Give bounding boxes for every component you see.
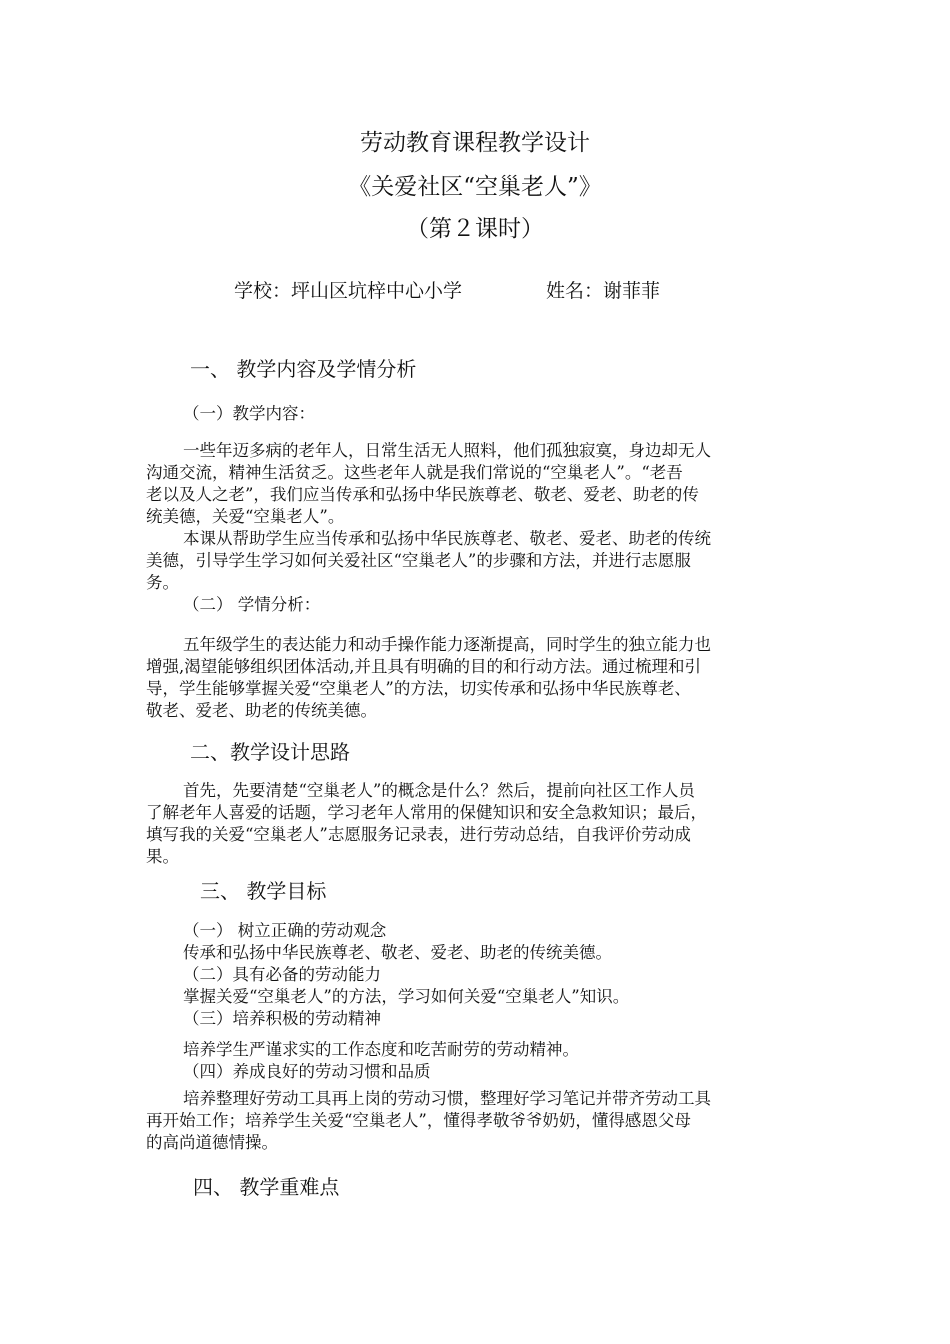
section-1-heading: 一、 教学内容及学情分析 <box>190 357 417 381</box>
paragraph-line: 一些年迈多病的老年人，日常生活无人照料，他们孤独寂寞，身边却无人 <box>183 441 711 460</box>
paragraph-line: 了解老年人喜爱的话题，学习老年人常用的保健知识和安全急救知识；最后， <box>146 803 707 822</box>
lesson-period: （第２课时） <box>406 216 544 242</box>
goal-4-heading: （四）养成良好的劳动习惯和品质 <box>183 1062 431 1081</box>
goal-3-body: 培养学生严谨求实的工作态度和吃苦耐劳的劳动精神。 <box>183 1040 579 1059</box>
paragraph-line: 老以及人之老”，我们应当传承和弘扬中华民族尊老、敬老、爱老、助老的传 <box>146 485 699 504</box>
paragraph-line: 敬老、爱老、助老的传统美德。 <box>146 701 377 720</box>
goal-3-heading: （三）培养积极的劳动精神 <box>183 1009 381 1028</box>
paragraph-line: 五年级学生的表达能力和动手操作能力逐渐提高，同时学生的独立能力也 <box>183 635 711 654</box>
goal-1-heading: （一） 树立正确的劳动观念 <box>183 921 387 940</box>
paragraph-line: 首先，先要清楚“空巢老人”的概念是什么？然后，提前向社区工作人员 <box>183 781 695 800</box>
goal-2-heading: （二）具有必备的劳动能力 <box>183 965 381 984</box>
paragraph-line: 美德，引导学生学习如何关爱社区“空巢老人”的步骤和方法，并进行志愿服 <box>146 551 691 570</box>
section-4-heading: 四、 教学重难点 <box>193 1175 340 1199</box>
paragraph-line: 沟通交流，精神生活贫乏。这些老年人就是我们常说的“空巢老人”。“老吾 <box>146 463 683 482</box>
paragraph-line: 统美德，关爱“空巢老人”。 <box>146 507 345 526</box>
school-label: 学校：坪山区坑梓中心小学 <box>234 280 463 302</box>
paragraph-line: 的高尚道德情操。 <box>146 1133 278 1152</box>
author-label: 姓名：谢菲菲 <box>546 280 661 302</box>
paragraph-line: 务。 <box>146 573 179 592</box>
document-title: 劳动教育课程教学设计 <box>360 130 590 156</box>
paragraph-line: 再开始工作；培养学生关爱“空巢老人”，懂得孝敬爷爷奶奶，懂得感恩父母 <box>146 1111 691 1130</box>
section-1-sub-1: （一）教学内容： <box>183 404 315 423</box>
section-3-heading: 三、 教学目标 <box>200 879 327 903</box>
paragraph-line: 本课从帮助学生应当传承和弘扬中华民族尊老、敬老、爱老、助老的传统 <box>183 529 711 548</box>
paragraph-line: 增强,渴望能够组织团体活动,并且具有明确的目的和行动方法。通过梳理和引 <box>146 657 701 676</box>
paragraph-line: 导，学生能够掌握关爱“空巢老人”的方法，切实传承和弘扬中华民族尊老、 <box>146 679 691 698</box>
paragraph-line: 果。 <box>146 847 179 866</box>
goal-2-body: 掌握关爱“空巢老人”的方法，学习如何关爱“空巢老人”知识。 <box>183 987 630 1006</box>
paragraph-line: 填写我的关爱“空巢老人”志愿服务记录表，进行劳动总结，自我评价劳动成 <box>146 825 691 844</box>
paragraph-line: 培养整理好劳动工具再上岗的劳动习惯，整理好学习笔记并带齐劳动工具 <box>183 1089 711 1108</box>
section-2-heading: 二、教学设计思路 <box>190 740 350 764</box>
section-1-sub-2: （二） 学情分析： <box>183 595 321 614</box>
goal-1-body: 传承和弘扬中华民族尊老、敬老、爱老、助老的传统美德。 <box>183 943 612 962</box>
lesson-title: 《关爱社区“空巢老人”》 <box>348 174 602 200</box>
